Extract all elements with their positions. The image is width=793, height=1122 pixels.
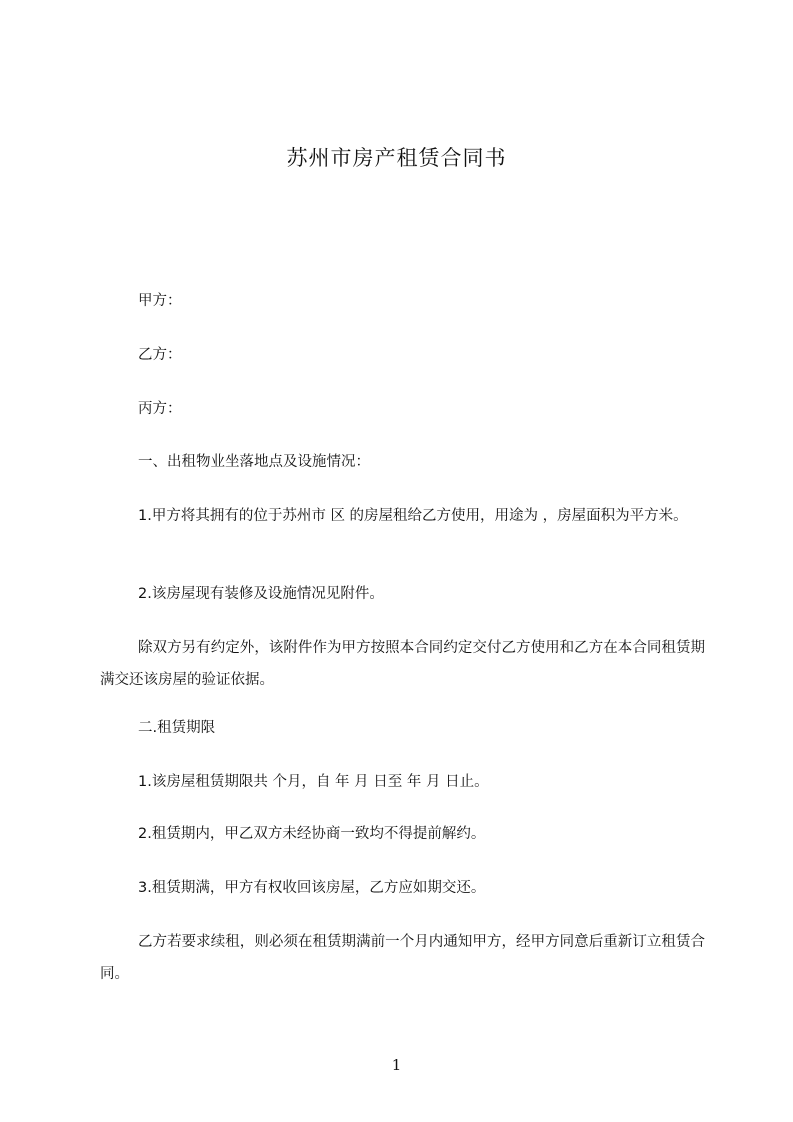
party-a-label: 甲方： [138, 293, 182, 309]
party-b-label: 乙方： [138, 347, 182, 363]
section-1-heading: 一、出租物业坐落地点及设施情况： [138, 454, 370, 470]
page-number: 1 [391, 1056, 402, 1074]
section-2-heading: 二.租赁期限 [138, 720, 216, 736]
section-2-item-1: 1.该房屋租赁期限共 个月，自 年 月 日至 年 月 日止。 [138, 774, 489, 790]
section-2-item-2: 2.租赁期内，甲乙双方未经协商一致均不得提前解约。 [138, 826, 486, 842]
section-2-item-3: 3.租赁期满，甲方有权收回该房屋，乙方应如期交还。 [138, 880, 486, 896]
section-1-note: 除双方另有约定外，该附件作为甲方按照本合同约定交付乙方使用和乙方在本合同租赁期满交还该房屋的验证依据。 [100, 640, 705, 688]
document-title: 苏州市房产租赁合同书 [286, 146, 507, 170]
party-c-label: 丙方： [138, 401, 182, 417]
section-2-note: 乙方若要求续租，则必须在租赁期满前一个月内通知甲方，经甲方同意后重新订立租赁合同。 [100, 934, 705, 982]
section-1-item-1: 1.甲方将其拥有的位于苏州市 区 的房屋租给乙方使用，用途为 ，房屋面积为平方米。 [138, 508, 688, 524]
section-1-item-2: 2.该房屋现有装修及设施情况见附件。 [138, 586, 384, 602]
